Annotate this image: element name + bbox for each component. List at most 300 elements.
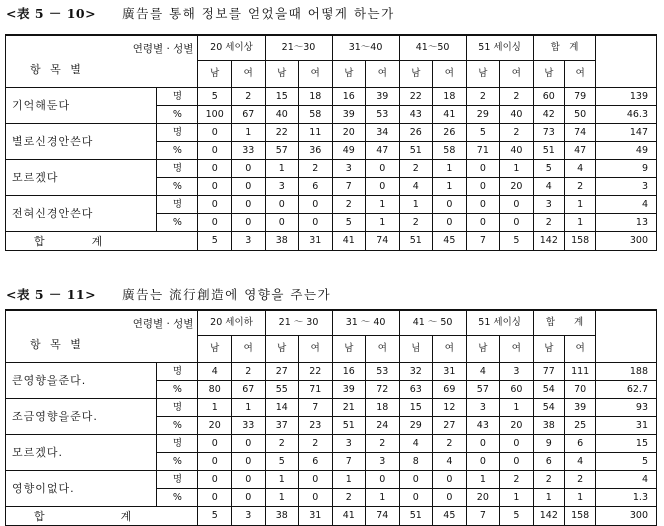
- table-cell: 14: [265, 399, 299, 417]
- table-cell: 2: [466, 88, 500, 106]
- row-label: 큰영향을준다.: [6, 363, 157, 399]
- table-cell: 40: [500, 106, 534, 124]
- table-cell: 67: [231, 106, 265, 124]
- gender-header: 여: [231, 61, 265, 88]
- table-cell: 57: [466, 381, 500, 399]
- gender-header: 여: [433, 336, 467, 363]
- total-cell: 38: [265, 232, 299, 251]
- table-cell: 0: [198, 124, 232, 142]
- table1-caption-label: <表 5 － 10>: [6, 6, 97, 21]
- gender-header: 남: [332, 61, 366, 88]
- table-cell: 0: [433, 471, 467, 489]
- total-cell: 5: [500, 507, 534, 526]
- gender-header: 님: [399, 336, 433, 363]
- gender-header: 여: [433, 61, 467, 88]
- table-cell: 4: [433, 453, 467, 471]
- table-cell: 1: [564, 489, 595, 507]
- total-row: [6, 507, 657, 526]
- table-cell: 2: [500, 471, 534, 489]
- table-cell: 4: [466, 363, 500, 381]
- table-cell: 0: [231, 435, 265, 453]
- table-cell: 5: [265, 453, 299, 471]
- table-cell: 2: [299, 160, 333, 178]
- table-cell: 0: [198, 178, 232, 196]
- table-cell: 55: [265, 381, 299, 399]
- table-cell: 40: [500, 142, 534, 160]
- unit-percent: %: [157, 142, 198, 160]
- row-label: 기억해둔다: [6, 88, 157, 124]
- table-cell: 26: [399, 124, 433, 142]
- age-group-header: 31 ～ 40: [332, 310, 399, 336]
- table-cell: 0: [299, 196, 333, 214]
- table-cell: 5: [533, 160, 564, 178]
- table-cell: 0: [466, 196, 500, 214]
- table-cell: 0: [198, 214, 232, 232]
- unit-percent: %: [157, 214, 198, 232]
- total-cell: 45: [433, 232, 467, 251]
- table-cell: 15: [265, 88, 299, 106]
- table-cell: 77: [533, 363, 564, 381]
- table-cell: 34: [366, 124, 400, 142]
- unit-count: 명: [157, 160, 198, 178]
- table-cell: 38: [533, 417, 564, 435]
- total-cell: 51: [399, 507, 433, 526]
- unit-count: 명: [157, 196, 198, 214]
- table-cell: 6: [533, 453, 564, 471]
- table-cell: 71: [466, 142, 500, 160]
- table-cell: 2: [564, 471, 595, 489]
- row-label: 별로신경안쓴다: [6, 124, 157, 160]
- header-corner: [6, 310, 198, 363]
- table-cell: 53: [366, 106, 400, 124]
- table-row-count: [6, 435, 657, 453]
- table-cell: 51: [533, 142, 564, 160]
- row-label: 영향이없다.: [6, 471, 157, 507]
- unit-percent: %: [157, 417, 198, 435]
- table-cell: 1: [265, 160, 299, 178]
- table-cell: 37: [265, 417, 299, 435]
- table-cell: 18: [433, 88, 467, 106]
- table-cell: 41: [433, 106, 467, 124]
- table-cell: 0: [399, 489, 433, 507]
- table-cell: 0: [366, 178, 400, 196]
- row-sum-percent: 5: [596, 453, 657, 471]
- age-group-header: 합 계: [533, 310, 596, 336]
- total-cell: 5: [198, 507, 232, 526]
- table-cell: 2: [564, 178, 595, 196]
- table-cell: 4: [533, 178, 564, 196]
- table-cell: 0: [198, 453, 232, 471]
- table-cell: 20: [332, 124, 366, 142]
- table-cell: 2: [332, 489, 366, 507]
- table-cell: 27: [265, 363, 299, 381]
- gender-header: 남: [533, 336, 564, 363]
- table-cell: 3: [265, 178, 299, 196]
- gender-header: 여: [299, 61, 333, 88]
- total-cell: 3: [231, 232, 265, 251]
- table2-caption-title: 廣告는 流行創造에 영향을 주는가: [122, 287, 332, 302]
- table-cell: 7: [332, 178, 366, 196]
- table-cell: 71: [299, 381, 333, 399]
- table-cell: 0: [198, 142, 232, 160]
- header-item-label: 항 목 별: [30, 63, 84, 76]
- table-cell: 3: [332, 435, 366, 453]
- header-age-gender-label: 연령별 · 성별: [132, 43, 194, 55]
- row-sum-count: 15: [596, 435, 657, 453]
- row-label: 전혀신경안쓴다: [6, 196, 157, 232]
- gender-header: 남: [466, 336, 500, 363]
- gender-header: 여: [564, 336, 595, 363]
- table-cell: 8: [399, 453, 433, 471]
- gender-header: 남: [265, 336, 299, 363]
- table-cell: 0: [231, 453, 265, 471]
- table-cell: 7: [332, 453, 366, 471]
- table-cell: 1: [265, 471, 299, 489]
- table-cell: 43: [399, 106, 433, 124]
- table-cell: 1: [466, 471, 500, 489]
- table-cell: 39: [366, 88, 400, 106]
- table-cell: 67: [231, 381, 265, 399]
- table-cell: 5: [198, 88, 232, 106]
- table-cell: 16: [332, 363, 366, 381]
- table-cell: 29: [399, 417, 433, 435]
- table-cell: 4: [564, 453, 595, 471]
- table-cell: 20: [198, 417, 232, 435]
- row-sum-percent: 49: [596, 142, 657, 160]
- gender-header: 남: [265, 61, 299, 88]
- table-cell: 1: [500, 160, 534, 178]
- table-cell: 0: [198, 435, 232, 453]
- table-cell: 22: [265, 124, 299, 142]
- total-cell: 31: [299, 507, 333, 526]
- table-cell: 0: [500, 435, 534, 453]
- row-sum-percent: 31: [596, 417, 657, 435]
- table-cell: 3: [533, 196, 564, 214]
- row-sum-percent: 62.7: [596, 381, 657, 399]
- table-cell: 39: [332, 381, 366, 399]
- gender-header: 여: [500, 336, 534, 363]
- table-cell: 2: [399, 160, 433, 178]
- table-cell: 39: [332, 106, 366, 124]
- row-sum-count: 188: [596, 363, 657, 381]
- table-cell: 1: [564, 196, 595, 214]
- table-cell: 5: [332, 214, 366, 232]
- table-cell: 9: [533, 435, 564, 453]
- table-cell: 2: [500, 124, 534, 142]
- total-cell: 5: [500, 232, 534, 251]
- table-cell: 24: [366, 417, 400, 435]
- table-cell: 54: [533, 381, 564, 399]
- total-cell: 38: [265, 507, 299, 526]
- table-cell: 12: [433, 399, 467, 417]
- table-cell: 2: [500, 88, 534, 106]
- table-cell: 5: [466, 124, 500, 142]
- table-cell: 60: [500, 381, 534, 399]
- table-row-count: [6, 88, 657, 106]
- age-group-header: 20 세이하: [198, 310, 265, 336]
- table-cell: 1: [366, 489, 400, 507]
- table-cell: 79: [564, 88, 595, 106]
- table-cell: 74: [564, 124, 595, 142]
- table-cell: 39: [564, 399, 595, 417]
- table-cell: 60: [533, 88, 564, 106]
- table-cell: 1: [533, 489, 564, 507]
- table-cell: 20: [500, 178, 534, 196]
- gender-header: 여: [366, 336, 400, 363]
- table-cell: 1: [366, 214, 400, 232]
- table-cell: 1: [198, 399, 232, 417]
- table-cell: 31: [433, 363, 467, 381]
- unit-percent: %: [157, 489, 198, 507]
- age-group-header: 41～50: [399, 35, 466, 61]
- header-item-label: 항 목 별: [30, 338, 84, 351]
- grand-total: 300: [596, 232, 657, 251]
- total-cell: 158: [564, 507, 595, 526]
- table-cell: 0: [231, 471, 265, 489]
- table-cell: 25: [564, 417, 595, 435]
- table-cell: 0: [433, 214, 467, 232]
- header-corner: [6, 35, 198, 88]
- row-label: 모르겠다: [6, 160, 157, 196]
- table-cell: 0: [198, 471, 232, 489]
- table2-caption: [6, 285, 331, 303]
- age-group-header: 51 세이싱: [466, 35, 533, 61]
- age-group-header: 21～30: [265, 35, 332, 61]
- gender-header: 여: [366, 61, 400, 88]
- table-cell: 1: [265, 489, 299, 507]
- table-cell: 0: [265, 196, 299, 214]
- grand-total: 300: [596, 507, 657, 526]
- table-cell: 42: [533, 106, 564, 124]
- table-row-count: [6, 196, 657, 214]
- table1: [5, 34, 657, 251]
- row-sum-percent: 46.3: [596, 106, 657, 124]
- table-cell: 0: [299, 471, 333, 489]
- table-cell: 18: [366, 399, 400, 417]
- table-cell: 26: [433, 124, 467, 142]
- table1-caption-title: 廣告를 통해 정보를 얻었을때 어떻게 하는가: [122, 6, 395, 21]
- table-row-count: [6, 124, 657, 142]
- unit-percent: %: [157, 106, 198, 124]
- header-age-gender-label: 연령별 · 성별: [132, 318, 194, 330]
- row-label: 모르겠다.: [6, 435, 157, 471]
- table2-caption-label: <表 5 － 11>: [6, 287, 97, 302]
- unit-count: 명: [157, 88, 198, 106]
- table-row-count: [6, 160, 657, 178]
- unit-count: 명: [157, 363, 198, 381]
- table-cell: 58: [299, 106, 333, 124]
- table-cell: 22: [399, 88, 433, 106]
- total-row: [6, 232, 657, 251]
- table-cell: 63: [399, 381, 433, 399]
- table-cell: 27: [433, 417, 467, 435]
- table-cell: 29: [466, 106, 500, 124]
- table-cell: 1: [366, 196, 400, 214]
- total-cell: 3: [231, 507, 265, 526]
- table-cell: 43: [466, 417, 500, 435]
- total-cell: 158: [564, 232, 595, 251]
- row-sum-count: 4: [596, 196, 657, 214]
- table2: [5, 309, 657, 526]
- table-cell: 0: [231, 196, 265, 214]
- row-sum-count: 9: [596, 160, 657, 178]
- gender-header: 남: [198, 336, 232, 363]
- age-group-header: 합 계: [533, 35, 596, 61]
- table-cell: 0: [399, 471, 433, 489]
- row-sum-count: 147: [596, 124, 657, 142]
- gender-header: 남: [466, 61, 500, 88]
- table-cell: 0: [366, 471, 400, 489]
- unit-count: 명: [157, 435, 198, 453]
- row-sum-count: 4: [596, 471, 657, 489]
- age-group-header: 41 ～ 50: [399, 310, 466, 336]
- unit-count: 명: [157, 399, 198, 417]
- sum-header-blank: [596, 310, 657, 363]
- table-cell: 0: [500, 453, 534, 471]
- table-cell: 2: [533, 471, 564, 489]
- age-group-header: 21 ～ 30: [265, 310, 332, 336]
- table-cell: 2: [231, 363, 265, 381]
- table-cell: 0: [198, 196, 232, 214]
- table-cell: 21: [332, 399, 366, 417]
- table-cell: 49: [332, 142, 366, 160]
- sum-header-blank: [596, 35, 657, 88]
- total-cell: 7: [466, 507, 500, 526]
- table-cell: 0: [299, 489, 333, 507]
- table-cell: 0: [231, 160, 265, 178]
- table-cell: 58: [433, 142, 467, 160]
- table-cell: 2: [366, 435, 400, 453]
- table-cell: 7: [299, 399, 333, 417]
- table-cell: 0: [299, 214, 333, 232]
- table-cell: 18: [299, 88, 333, 106]
- table-cell: 53: [366, 363, 400, 381]
- table-cell: 0: [265, 214, 299, 232]
- total-label: 합 계: [6, 507, 198, 526]
- unit-percent: %: [157, 381, 198, 399]
- unit-percent: %: [157, 178, 198, 196]
- table-cell: 20: [466, 489, 500, 507]
- table-cell: 4: [198, 363, 232, 381]
- table-row-count: [6, 399, 657, 417]
- gender-header: 여: [500, 61, 534, 88]
- table-cell: 100: [198, 106, 232, 124]
- table-cell: 2: [265, 435, 299, 453]
- table-cell: 2: [231, 88, 265, 106]
- total-cell: 51: [399, 232, 433, 251]
- table-cell: 2: [299, 435, 333, 453]
- total-cell: 41: [332, 232, 366, 251]
- unit-count: 명: [157, 471, 198, 489]
- table-cell: 23: [299, 417, 333, 435]
- total-cell: 74: [366, 232, 400, 251]
- table-cell: 6: [564, 435, 595, 453]
- total-cell: 5: [198, 232, 232, 251]
- table-cell: 6: [299, 453, 333, 471]
- total-cell: 31: [299, 232, 333, 251]
- table-cell: 0: [198, 160, 232, 178]
- gender-header: 여: [299, 336, 333, 363]
- total-cell: 142: [533, 232, 564, 251]
- table-cell: 2: [399, 214, 433, 232]
- table-row-count: [6, 363, 657, 381]
- row-sum-percent: 1.3: [596, 489, 657, 507]
- total-cell: 45: [433, 507, 467, 526]
- row-label: 조금영향을준다.: [6, 399, 157, 435]
- table-cell: 33: [231, 142, 265, 160]
- table-cell: 57: [265, 142, 299, 160]
- table-cell: 4: [564, 160, 595, 178]
- table-cell: 1: [332, 471, 366, 489]
- table-cell: 6: [299, 178, 333, 196]
- table-cell: 0: [466, 160, 500, 178]
- table-cell: 51: [332, 417, 366, 435]
- table-cell: 1: [500, 489, 534, 507]
- table-cell: 40: [265, 106, 299, 124]
- gender-header: 남: [332, 336, 366, 363]
- table-cell: 4: [399, 435, 433, 453]
- table-cell: 2: [433, 435, 467, 453]
- table-cell: 0: [231, 214, 265, 232]
- unit-percent: %: [157, 453, 198, 471]
- age-group-header: 20 세이상: [198, 35, 265, 61]
- table-cell: 0: [433, 196, 467, 214]
- unit-count: 명: [157, 124, 198, 142]
- row-sum-count: 93: [596, 399, 657, 417]
- total-cell: 41: [332, 507, 366, 526]
- table-cell: 0: [466, 435, 500, 453]
- table-cell: 0: [198, 489, 232, 507]
- age-group-header: 31～40: [332, 35, 399, 61]
- table-cell: 1: [231, 124, 265, 142]
- gender-header: 남: [399, 61, 433, 88]
- table-cell: 111: [564, 363, 595, 381]
- row-sum-count: 139: [596, 88, 657, 106]
- total-cell: 142: [533, 507, 564, 526]
- table-cell: 0: [231, 489, 265, 507]
- table-cell: 32: [399, 363, 433, 381]
- table-cell: 1: [231, 399, 265, 417]
- row-sum-percent: 13: [596, 214, 657, 232]
- table-cell: 1: [433, 160, 467, 178]
- table-cell: 54: [533, 399, 564, 417]
- table-row-count: [6, 471, 657, 489]
- table-cell: 0: [500, 196, 534, 214]
- table-cell: 47: [564, 142, 595, 160]
- table-cell: 15: [399, 399, 433, 417]
- table-cell: 36: [299, 142, 333, 160]
- table-cell: 69: [433, 381, 467, 399]
- row-sum-percent: 3: [596, 178, 657, 196]
- table-cell: 72: [366, 381, 400, 399]
- table-cell: 51: [399, 142, 433, 160]
- gender-header: 여: [564, 61, 595, 88]
- total-cell: 74: [366, 507, 400, 526]
- table-cell: 3: [366, 453, 400, 471]
- table-cell: 0: [466, 178, 500, 196]
- table-cell: 0: [500, 214, 534, 232]
- table-cell: 1: [399, 196, 433, 214]
- table-cell: 0: [366, 160, 400, 178]
- header-row-groups: [6, 35, 657, 61]
- table-cell: 2: [332, 196, 366, 214]
- table-cell: 70: [564, 381, 595, 399]
- header-row-groups: [6, 310, 657, 336]
- gender-header: 여: [231, 336, 265, 363]
- gender-header: 남: [533, 61, 564, 88]
- table-cell: 3: [500, 363, 534, 381]
- table-cell: 3: [466, 399, 500, 417]
